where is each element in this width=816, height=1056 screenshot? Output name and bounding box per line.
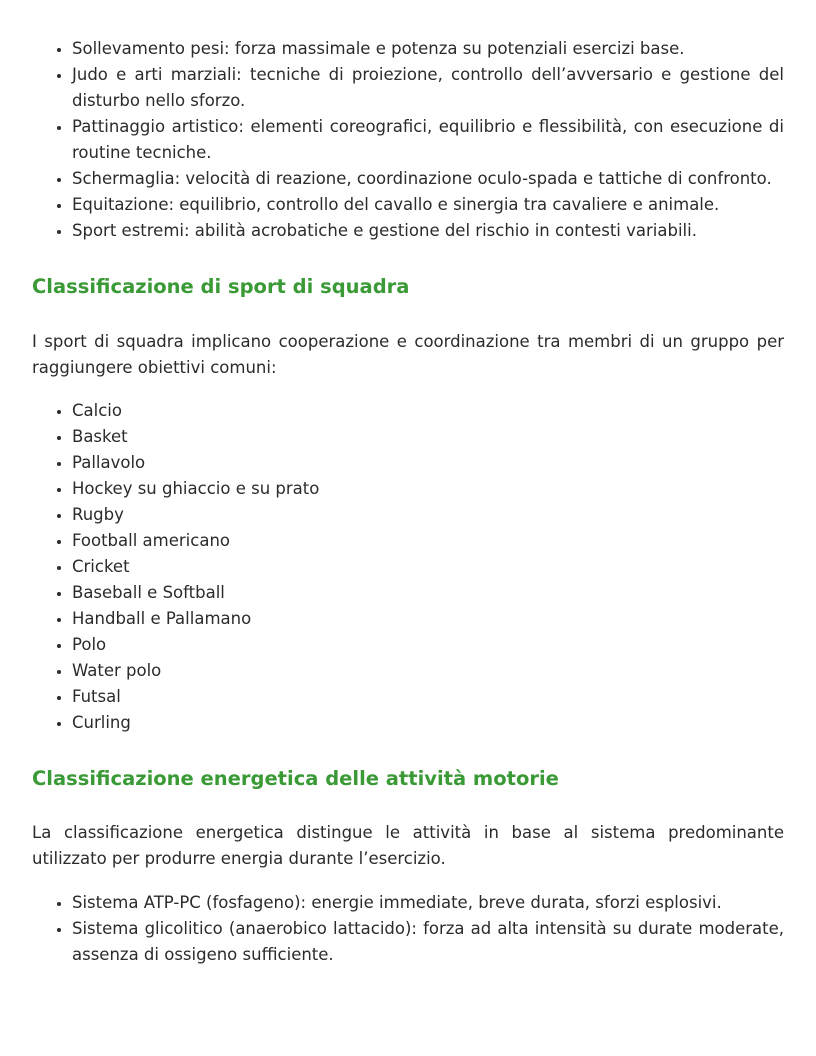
list-item: • Cricket	[72, 554, 784, 580]
list-item: • Calcio	[72, 398, 784, 424]
list-item: • Football americano	[72, 528, 784, 554]
list-item: • Baseball e Softball	[72, 580, 784, 606]
individual-sports-list	[32, 36, 784, 244]
list-item: • Handball e Pallamano	[72, 606, 784, 632]
energy-classification-intro: La classificazione energetica distingue le attività in base al sistema predominante utilizzato per produrre energia durante l’esercizio.	[32, 823, 784, 868]
list-item: • Schermaglia: velocità di reazione, coordinazione oculo-spada e tattiche di confronto.	[72, 166, 784, 192]
list-item: • Rugby	[72, 502, 784, 528]
team-sports-list	[32, 398, 784, 736]
list-item: • Pallavolo	[72, 450, 784, 476]
team-sports-intro: I sport di squadra implicano cooperazione e coordinazione tra membri di un gruppo per raggiungere obiettivi comuni:	[32, 332, 784, 377]
energy-classification-heading: Classificazione energetica delle attività motorie	[32, 767, 559, 790]
list-item: • Sistema glicolitico (anaerobico lattacido): forza ad alta intensità su durate moderate, assenza di ossigeno sufficiente.	[72, 916, 784, 968]
list-item: • Sistema ATP-PC (fosfageno): energie immediate, breve durata, sforzi esplosivi.	[72, 890, 784, 916]
energy-systems-list	[32, 890, 784, 968]
list-item: • Water polo	[72, 658, 784, 684]
list-item: • Curling	[72, 710, 784, 736]
list-item: • Basket	[72, 424, 784, 450]
team-sports-heading: Classificazione di sport di squadra	[32, 275, 410, 298]
list-item: • Polo	[72, 632, 784, 658]
list-item: • Equitazione: equilibrio, controllo del cavallo e sinergia tra cavaliere e animale.	[72, 192, 784, 218]
list-item: • Sport estremi: abilità acrobatiche e gestione del rischio in contesti variabili.	[72, 218, 784, 244]
list-item: • Hockey su ghiaccio e su prato	[72, 476, 784, 502]
list-item: • Futsal	[72, 684, 784, 710]
list-item: • Sollevamento pesi: forza massimale e potenza su potenziali esercizi base.	[72, 36, 784, 62]
list-item: • Pattinaggio artistico: elementi coreografici, equilibrio e flessibilità, con esecuzione di routine tecniche.	[72, 114, 784, 166]
list-item: • Judo e arti marziali: tecniche di proiezione, controllo dell’avversario e gestione del disturbo nello sforzo.	[72, 62, 784, 114]
